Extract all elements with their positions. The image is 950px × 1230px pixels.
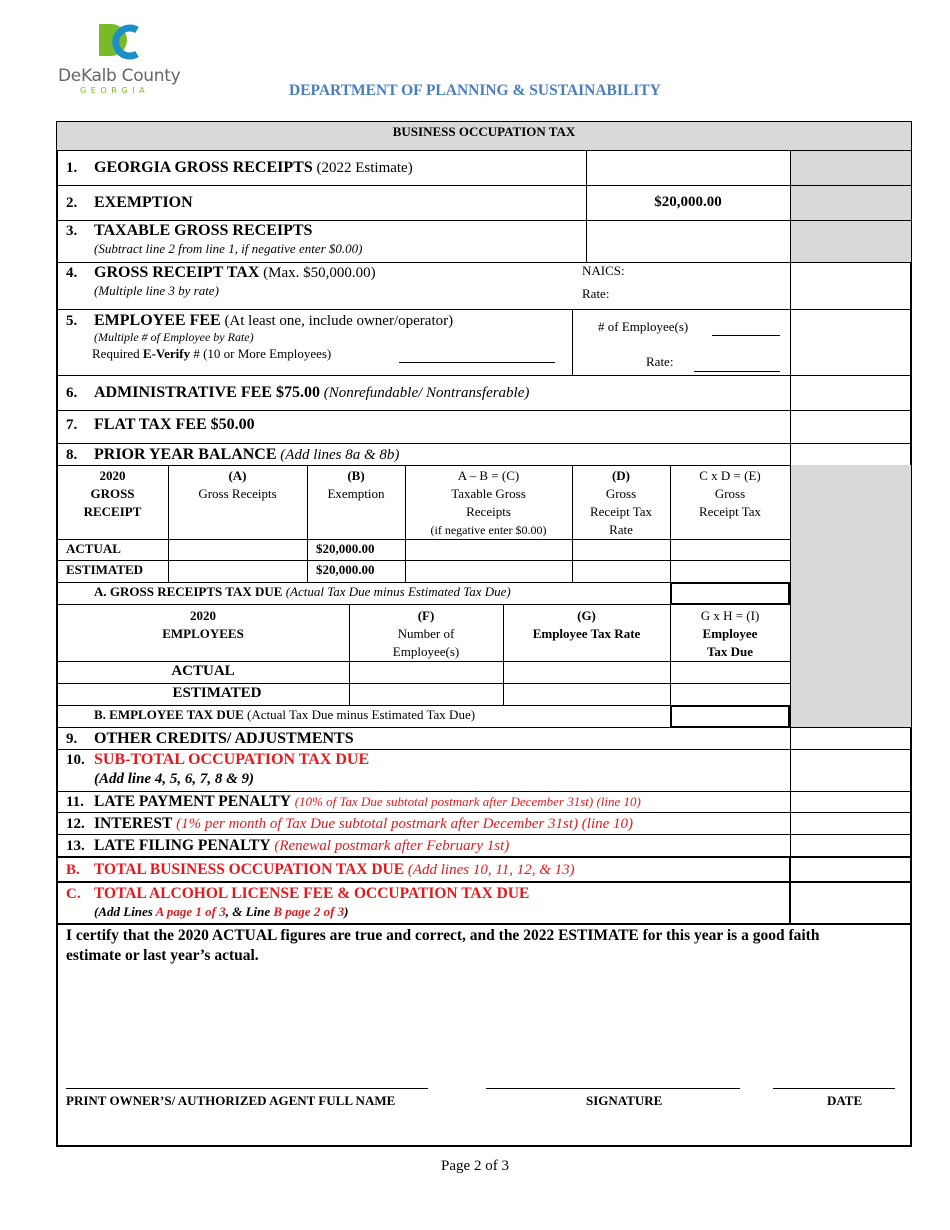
rate-label-5: Rate: <box>646 354 674 369</box>
line-11: 11. LATE PAYMENT PENALTY (10% of Tax Due subtotal postmark after December 31st) (line 10) <box>66 793 641 810</box>
gross-col-e: C x D = (E) Gross Receipt Tax <box>698 468 762 519</box>
line-c-note: (Add Lines A page 1 of 3, & Line B page 2 of 3) <box>94 904 349 919</box>
line-2: 2. EXEMPTION <box>66 194 193 211</box>
exemption-value: $20,000.00 <box>654 194 722 210</box>
employee-count-label: # of Employee(s) <box>598 319 689 334</box>
gross-col-2020: 2020 GROSS RECEIPT <box>83 468 142 519</box>
name-label: PRINT OWNER’S/ AUTHORIZED AGENT FULL NAME <box>66 1093 396 1108</box>
line-4-note: (Multiple line 3 by rate) <box>94 283 219 298</box>
signature-label: SIGNATURE <box>586 1093 663 1108</box>
line-4: 4. GROSS RECEIPT TAX (Max. $50,000.00) <box>66 264 376 281</box>
everify-input-line[interactable] <box>399 362 555 363</box>
certification-text: I certify that the 2020 ACTUAL figures are true and correct, and the 2022 ESTIMATE for this year is a good faith estimate or last year’s actual. <box>66 927 820 964</box>
line-3-note: (Subtract line 2 from line 1, if negative enter $0.00) <box>94 241 363 256</box>
gray-block-top <box>790 150 911 262</box>
emp-col-2020: 2020 EMPLOYEES <box>162 608 244 641</box>
form-title: BUSINESS OCCUPATION TAX <box>392 124 576 139</box>
line-1-input[interactable] <box>588 152 788 184</box>
logo-subtitle: GEORGIA <box>80 86 150 95</box>
emp-row-actual: ACTUAL <box>171 663 235 679</box>
gross-col-d: (D) Gross Receipt Tax Rate <box>589 468 653 537</box>
line-6: 6. ADMINISTRATIVE FEE $75.00 (Nonrefundable/ Nontransferable) <box>66 384 530 401</box>
dekalb-logo-mark <box>97 22 142 62</box>
name-signature-line[interactable] <box>66 1088 428 1089</box>
exemption-actual: $20,000.00 <box>316 541 375 556</box>
emp-row-estimated: ESTIMATED <box>172 685 262 701</box>
logo-name: DeKalb County <box>58 66 181 86</box>
rate-label-4: Rate: <box>582 286 610 301</box>
line-8: 8. PRIOR YEAR BALANCE (Add lines 8a & 8b) <box>66 446 400 463</box>
date-label: DATE <box>827 1093 863 1108</box>
employee-count-input[interactable] <box>712 335 780 336</box>
page-number: Page 2 of 3 <box>441 1158 509 1174</box>
employee-tax-due-label: B. EMPLOYEE TAX DUE (Actual Tax Due minus Estimated Tax Due) <box>94 707 476 722</box>
line-12: 12. INTEREST (1% per month of Tax Due subtotal postmark after December 31st) (line 10) <box>66 815 634 832</box>
line-7: 7. FLAT TAX FEE $50.00 <box>66 416 255 433</box>
signature-line[interactable] <box>486 1088 740 1089</box>
line-9: 9. OTHER CREDITS/ ADJUSTMENTS <box>66 730 354 747</box>
naics-label: NAICS: <box>582 263 625 278</box>
gray-block-mid <box>790 465 911 727</box>
employee-tax-due-box[interactable] <box>670 705 790 728</box>
rate-input-5[interactable] <box>694 371 780 372</box>
gross-col-b: (B) Exemption <box>327 468 385 501</box>
gross-col-c: A – B = (C) Taxable Gross Receipts (if negative enter $0.00) <box>430 468 547 537</box>
gross-tax-due-label: A. GROSS RECEIPTS TAX DUE (Actual Tax Due minus Estimated Tax Due) <box>94 584 511 599</box>
department-title: DEPARTMENT OF PLANNING & SUSTAINABILITY <box>289 82 661 99</box>
line-1: 1. GEORGIA GROSS RECEIPTS (2022 Estimate) <box>66 159 413 176</box>
emp-col-g: (G) Employee Tax Rate <box>532 608 641 641</box>
everify-line: Required E-Verify # (10 or More Employees) <box>92 346 332 361</box>
date-line[interactable] <box>773 1088 895 1089</box>
line-10-note: (Add line 4, 5, 6, 7, 8 & 9) <box>94 771 254 787</box>
line-13: 13. LATE FILING PENALTY (Renewal postmark after February 1st) <box>66 837 510 854</box>
gross-tax-due-box[interactable] <box>670 582 790 605</box>
gross-row-actual: ACTUAL <box>66 541 121 556</box>
gross-row-estimated: ESTIMATED <box>66 562 144 577</box>
line-10: 10. SUB-TOTAL OCCUPATION TAX DUE <box>66 751 370 768</box>
line-5-note: (Multiple # of Employee by Rate) <box>94 330 254 344</box>
emp-col-f: (F) Number of Employee(s) <box>392 608 460 659</box>
line-c: C. TOTAL ALCOHOL LICENSE FEE & OCCUPATION TAX DUE <box>66 885 530 902</box>
line-3: 3. TAXABLE GROSS RECEIPTS <box>66 222 313 239</box>
emp-col-i: G x H = (I) Employee Tax Due <box>700 608 760 659</box>
exemption-estimated: $20,000.00 <box>316 562 375 577</box>
line-b: B. TOTAL BUSINESS OCCUPATION TAX DUE (Add lines 10, 11, 12, & 13) <box>66 861 575 878</box>
gross-col-a: (A) Gross Receipts <box>198 468 277 501</box>
line-5: 5. EMPLOYEE FEE (At least one, include owner/operator) <box>66 312 454 329</box>
